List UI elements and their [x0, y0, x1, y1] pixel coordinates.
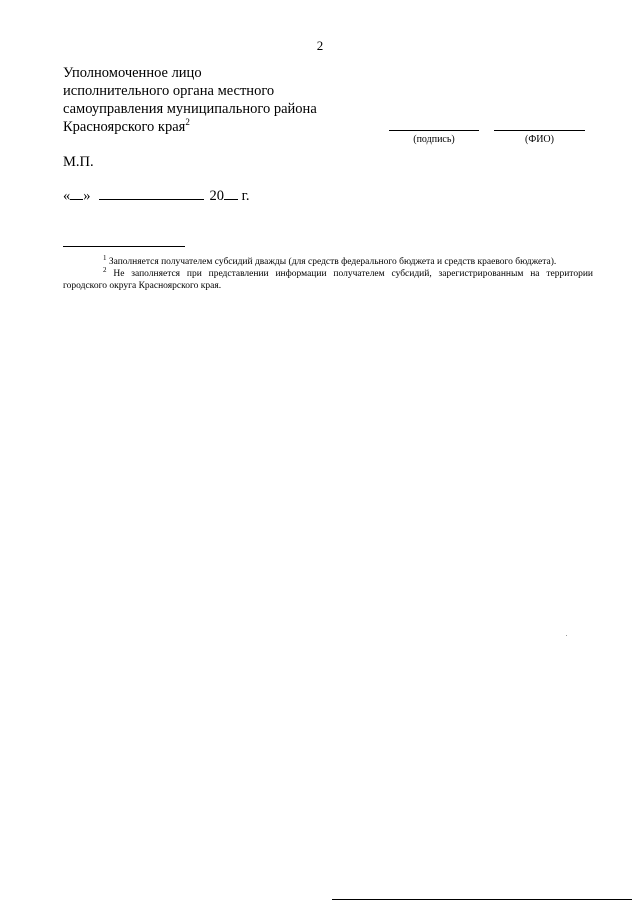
date-year-suffix: г. — [241, 188, 250, 204]
official-title-block — [63, 64, 317, 136]
footnote-2-marker: 2 — [103, 266, 107, 274]
date-open-quote: « — [63, 188, 71, 204]
footnote-1-marker: 1 — [103, 254, 107, 262]
footnote-ref-2: 2 — [185, 117, 190, 127]
date-close-quote: » — [83, 188, 91, 204]
official-title-region: Красноярского края — [63, 119, 186, 135]
signature-caption: (подпись) — [413, 134, 455, 145]
scan-speck — [566, 635, 567, 636]
footnote-separator — [63, 246, 185, 247]
official-title-line-2: исполнительного органа местного — [63, 83, 275, 99]
footnote-1-text: Заполняется получателем субсидий дважды (для средств федерального бюджета и средств краевого бюджета). — [108, 257, 557, 267]
date-row — [63, 187, 250, 205]
bottom-edge-line — [332, 899, 632, 900]
date-year-prefix: 20 — [209, 188, 224, 204]
date-year-blank — [224, 187, 238, 200]
fio-line — [494, 130, 585, 131]
official-title-line-3: самоуправления муниципального района — [63, 101, 317, 117]
footnote-2-text: Не заполняется при представлении информации получателем субсидий, зарегистрированным на территории городского округа Красноярского края. — [63, 269, 593, 291]
footnotes — [63, 256, 593, 292]
footnote-2 — [63, 268, 593, 292]
footnote-1 — [63, 256, 593, 268]
date-month-blank — [99, 187, 204, 200]
date-day-blank — [70, 187, 83, 200]
signature-line — [389, 130, 479, 131]
official-title-line-1: Уполномоченное лицо — [63, 65, 202, 81]
fio-caption: (ФИО) — [524, 134, 554, 145]
page-number: 2 — [316, 38, 324, 53]
official-title-line-4 — [63, 118, 317, 136]
stamp-placeholder: М.П. — [63, 154, 94, 170]
